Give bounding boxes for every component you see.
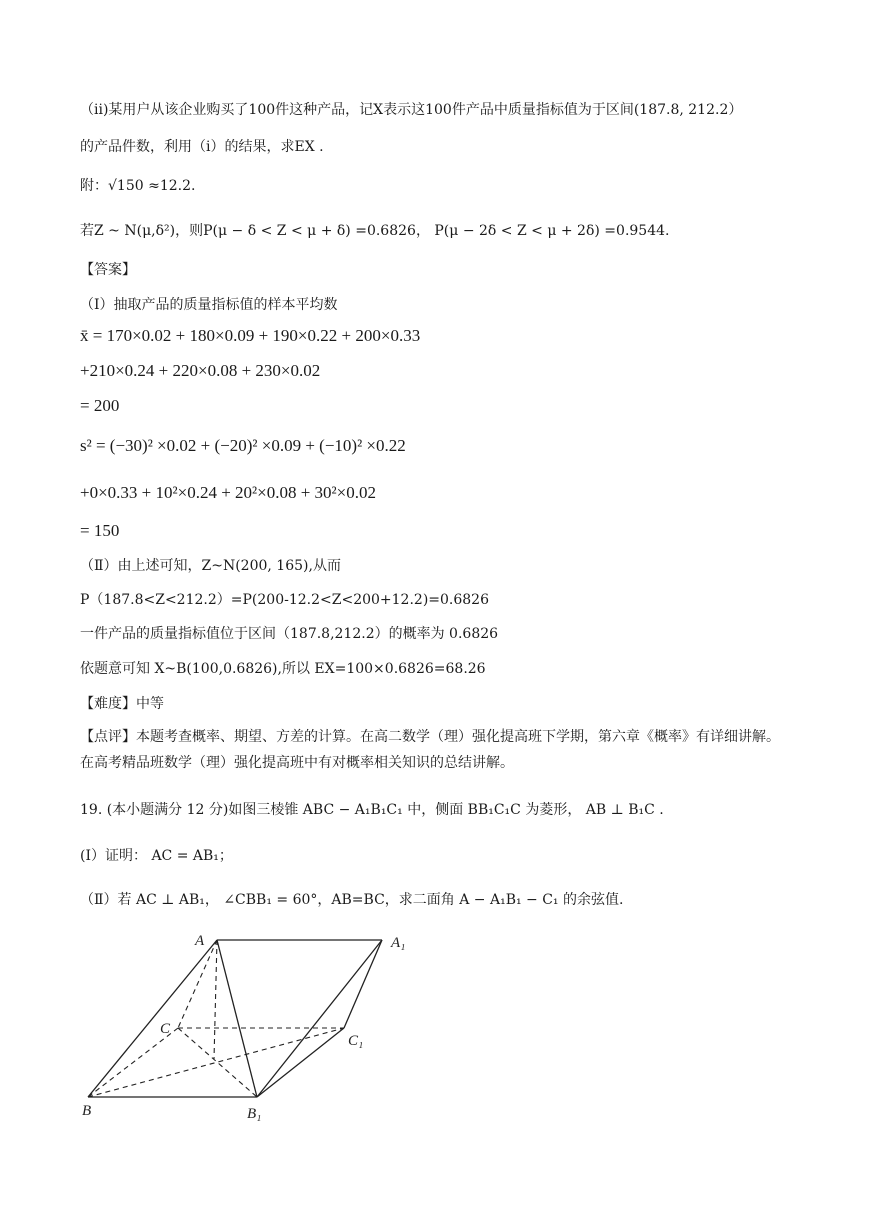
edge-b-c1 [88,1028,344,1097]
edge-a-b [88,940,217,1097]
answer-part-ii-intro: （Ⅱ）由上述可知，Z~N(200, 165),从而 [80,558,341,574]
difficulty-label: 【难度】中等 [80,696,164,712]
edge-a1-c1 [344,940,382,1028]
probability-statement: 一件产品的质量指标值位于区间（187.8,212.2）的概率为 0.6826 [80,626,499,642]
appendix-sqrt: 附：√150 ≈12.2. [80,178,196,194]
probability-calc: P（187.8<Z<212.2）=P(200-12.2<Z<200+12.2)=0.6826 [80,592,489,608]
label-a: A [195,933,205,949]
question-part-ii-line1: （ii)某用户从该企业购买了100件这种产品，记X表示这100件产品中质量指标值为于区间(187.8, 212.2） [80,102,743,118]
edge-c-b [88,1028,178,1097]
answer-heading: 【答案】 [80,262,136,278]
question-19-stem: 19. (本小题满分 12 分)如图三棱锥 ABC − A₁B₁C₁ 中，侧面 BB₁C₁C 为菱形， AB ⊥ B₁C . [80,802,664,818]
label-c1: C₁ [348,1033,364,1049]
mean-formula-line2: +210×0.24 + 220×0.08 + 230×0.02 [80,361,321,380]
label-c: C [160,1021,171,1037]
edge-c-b1 [178,1028,257,1097]
prism-figure [72,925,432,1130]
label-b1: B₁ [247,1106,262,1122]
edge-a-b1 [217,940,257,1097]
label-a1: A₁ [391,935,406,951]
edge-b1-c1 [257,1028,344,1097]
variance-result: = 150 [80,521,120,540]
edge-a-c [178,940,217,1028]
variance-formula-line2: +0×0.33 + 10²×0.24 + 20²×0.08 + 30²×0.02 [80,483,376,502]
answer-part-i-intro: （Ⅰ）抽取产品的质量指标值的样本平均数 [80,297,338,313]
commentary: 【点评】本题考查概率、期望、方差的计算。在高二数学（理）强化提高班下学期，第六章《概率》有详细讲解。在高考精品班数学（理）强化提高班中有对概率相关知识的总结讲解。 [80,729,780,771]
edge-a1-b1 [257,940,382,1097]
question-part-ii-line2: 的产品件数，利用（i）的结果，求EX . [80,139,324,155]
mean-result: = 200 [80,396,120,415]
expectation-result: 依题意可知 X~B(100,0.6826),所以 EX=100×0.6826=68.26 [80,661,486,677]
label-b: B [82,1103,92,1119]
variance-formula-line1: s² = (−30)² ×0.02 + (−20)² ×0.09 + (−10)² ×0.22 [80,436,406,455]
altitude-a [214,940,217,1059]
question-19-part-ii: （Ⅱ）若 AC ⊥ AB₁， ∠CBB₁ = 60°，AB=BC，求二面角 A − A₁B₁ − C₁ 的余弦值. [80,892,624,908]
normal-distribution-note: 若Z ~ N(μ,δ²)，则P(μ − δ < Z < μ + δ) =0.6826， P(μ − 2δ < Z < μ + 2δ) =0.9544. [80,223,670,239]
mean-formula-line1: x̄ = 170×0.02 + 180×0.09 + 190×0.22 + 200×0.33 [80,326,421,345]
question-19-part-i: (Ⅰ）证明： AC = AB₁； [80,848,233,864]
